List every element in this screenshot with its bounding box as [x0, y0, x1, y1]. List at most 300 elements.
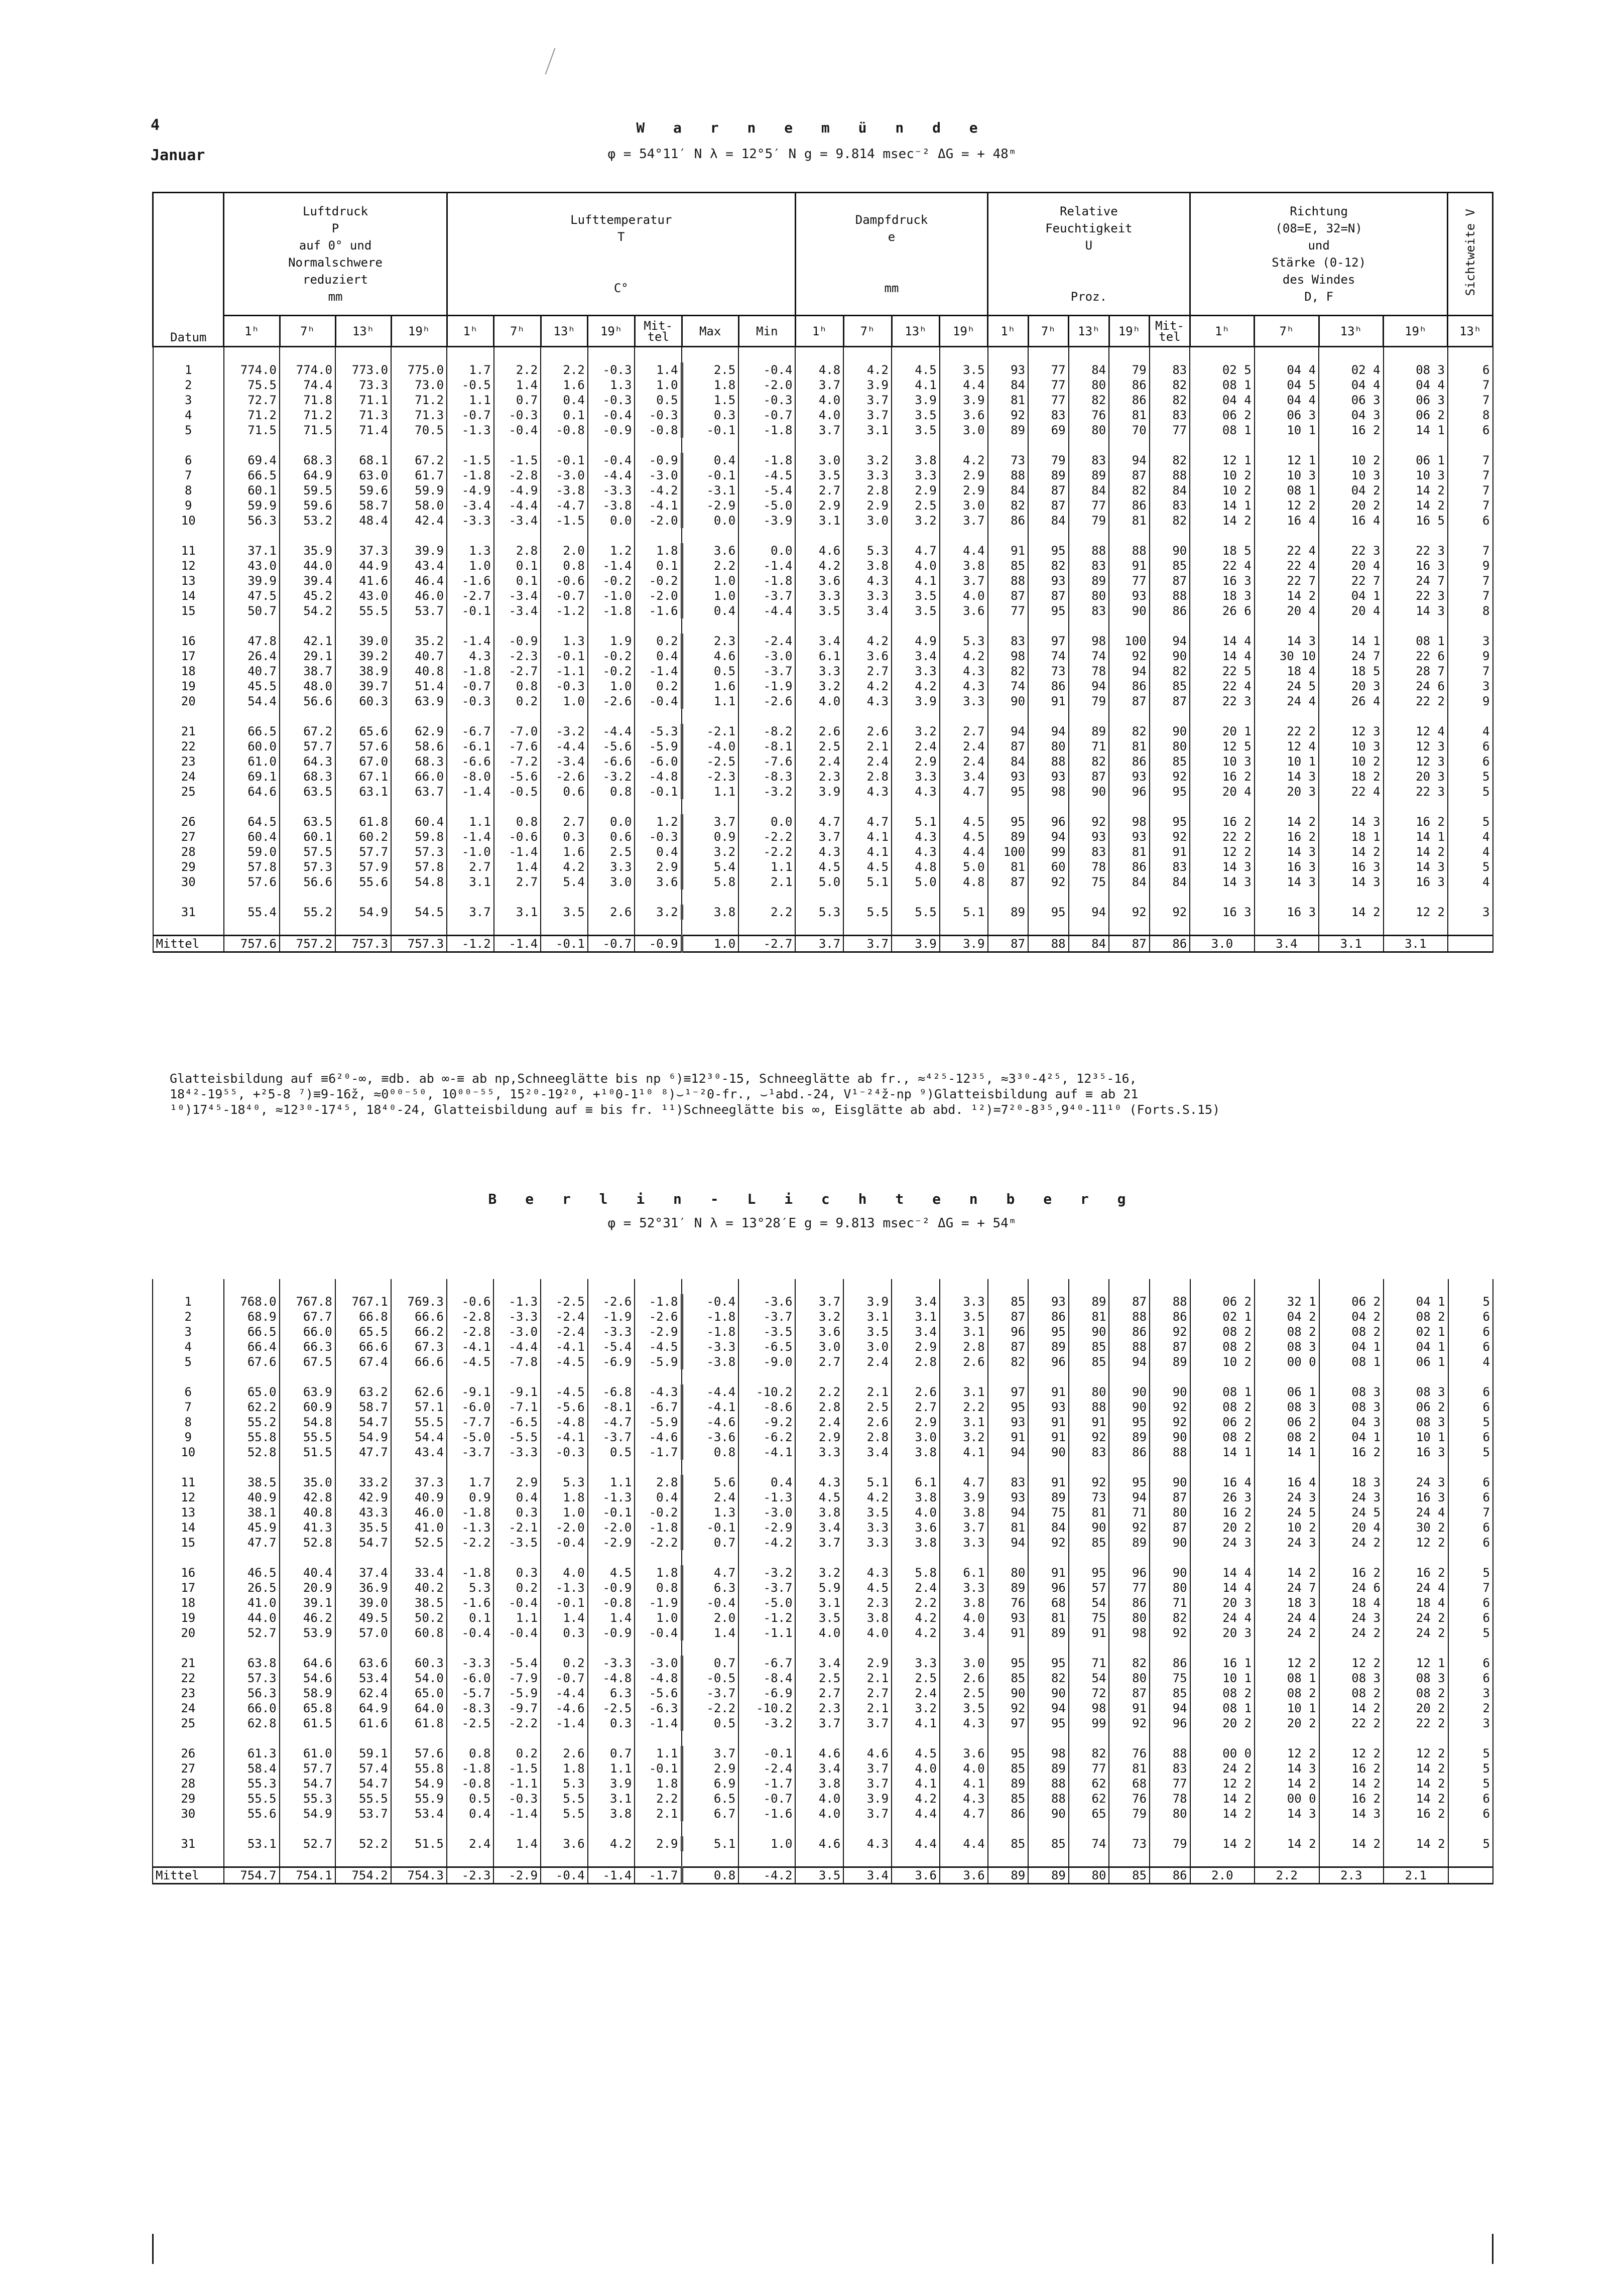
row-gap	[153, 1640, 1493, 1656]
value-cell: 24 3	[1190, 1535, 1255, 1550]
row-gap	[153, 709, 1493, 724]
gap-cell	[892, 438, 940, 453]
value-cell: 4.3	[892, 829, 940, 844]
value-cell: 24 7	[1319, 649, 1383, 664]
gap-cell	[892, 1460, 940, 1475]
value-cell: 08 2	[1319, 1686, 1384, 1701]
subheader-cell: 13ʰ	[1069, 316, 1109, 347]
value-cell: 66.2	[391, 1324, 447, 1339]
gap-cell	[588, 920, 635, 936]
value-cell: 9	[1448, 649, 1493, 664]
gap-cell	[493, 1550, 541, 1565]
gap-cell	[892, 618, 940, 634]
value-cell: 18 4	[1255, 664, 1319, 679]
value-cell: 71.8	[280, 393, 335, 408]
value-cell: 08 1	[1384, 634, 1448, 649]
gap-cell	[494, 799, 541, 814]
value-cell: -0.5	[494, 784, 541, 799]
value-cell: 40.2	[391, 1580, 447, 1595]
value-cell: 24 3	[1255, 1535, 1319, 1550]
value-cell: -2.2	[635, 1535, 682, 1550]
value-cell: 91	[1028, 1430, 1069, 1445]
value-cell: 73.3	[335, 377, 391, 393]
value-cell: 04 4	[1384, 377, 1448, 393]
value-cell: -4.6	[682, 1415, 738, 1430]
value-cell: 768.0	[224, 1294, 280, 1309]
gap-cell	[1109, 1731, 1150, 1746]
value-cell: 08 3	[1384, 1671, 1448, 1686]
value-cell: 78	[1069, 664, 1109, 679]
value-cell: 61.8	[335, 814, 391, 829]
mean-cell	[1448, 1867, 1493, 1884]
value-cell: 3.8	[795, 1776, 843, 1791]
value-cell: 93	[988, 362, 1029, 377]
value-cell: -1.6	[738, 1806, 795, 1821]
gap-cell	[738, 347, 795, 363]
value-cell: 16 2	[1384, 814, 1448, 829]
value-cell: -3.3	[447, 1656, 494, 1671]
value-cell: 18 3	[1255, 1595, 1319, 1610]
value-cell: 0.3	[493, 1565, 541, 1580]
value-cell: 88	[1109, 1309, 1150, 1324]
value-cell: 82	[1069, 393, 1109, 408]
value-cell: 2.7	[494, 874, 541, 890]
value-cell: 2.0	[682, 1610, 738, 1625]
value-cell: 57.1	[391, 1400, 447, 1415]
value-cell: 74	[1069, 649, 1109, 664]
value-cell: 42.8	[280, 1490, 335, 1505]
gap-cell	[738, 1821, 795, 1836]
mean-cell: 3.6	[940, 1867, 988, 1884]
value-cell: 12 3	[1384, 739, 1448, 754]
value-cell: 2.1	[843, 739, 892, 754]
value-cell: 16 4	[1255, 1475, 1319, 1490]
value-cell: 46.2	[280, 1610, 335, 1625]
value-cell: 84	[1150, 874, 1190, 890]
value-cell: 60.9	[280, 1400, 335, 1415]
value-cell: 67.4	[335, 1354, 391, 1369]
value-cell: 08 1	[1255, 1671, 1319, 1686]
value-cell: 92	[1109, 649, 1150, 664]
value-cell: 26.4	[224, 649, 280, 664]
value-cell: 10 1	[1255, 1701, 1319, 1716]
value-cell: 49.5	[335, 1610, 391, 1625]
value-cell: -0.5	[447, 377, 494, 393]
value-cell: 2	[1448, 1701, 1493, 1716]
value-cell: 14 2	[1190, 1836, 1255, 1851]
gap-cell	[1190, 618, 1254, 634]
value-cell: -3.3	[588, 1324, 635, 1339]
value-cell: 4.2	[843, 1490, 892, 1505]
gap-cell	[940, 1821, 988, 1836]
value-cell: 3.2	[892, 1701, 940, 1716]
subheader-cell: 7ʰ	[1255, 316, 1319, 347]
table-row	[153, 905, 1493, 920]
gap-cell	[988, 920, 1029, 936]
gap-cell	[892, 799, 940, 814]
row-gap	[153, 1550, 1493, 1565]
value-cell: 38.9	[335, 664, 391, 679]
value-cell: 22 7	[1255, 573, 1319, 588]
gap-cell	[391, 1640, 447, 1656]
value-cell: 92	[988, 408, 1029, 423]
value-cell: 4.0	[795, 408, 843, 423]
gap-cell	[1319, 1851, 1384, 1867]
gap-cell	[153, 890, 224, 905]
value-cell: -2.7	[447, 588, 494, 603]
value-cell: 99	[1069, 1716, 1109, 1731]
value-cell: 4.1	[940, 1776, 988, 1791]
value-cell: 08 2	[1190, 1400, 1255, 1415]
value-cell: 61.6	[335, 1716, 391, 1731]
value-cell: 16 2	[1319, 1565, 1384, 1580]
value-cell: 10 3	[1190, 754, 1254, 769]
value-cell: 6	[1448, 1535, 1493, 1550]
value-cell: 08 1	[1190, 423, 1254, 438]
value-cell: 2.2	[892, 1595, 940, 1610]
value-cell: 93	[1109, 769, 1150, 784]
value-cell: 3.7	[682, 814, 738, 829]
value-cell: 16 3	[1384, 874, 1448, 890]
value-cell: 2.8	[892, 1354, 940, 1369]
value-cell: 1.2	[635, 814, 682, 829]
value-cell: 16 2	[1190, 1505, 1255, 1520]
value-cell: 90	[1069, 784, 1109, 799]
gap-cell	[635, 1369, 682, 1384]
value-cell: 5.1	[892, 814, 940, 829]
value-cell: 95	[1028, 1656, 1069, 1671]
value-cell: 96	[1028, 1354, 1069, 1369]
mean-cell: -0.7	[588, 936, 635, 952]
value-cell: 57.4	[335, 1761, 391, 1776]
table-row	[153, 1505, 1493, 1520]
value-cell: 94	[1069, 905, 1109, 920]
value-cell: 87	[1150, 1520, 1190, 1535]
gap-cell	[391, 438, 447, 453]
value-cell: 86	[1109, 393, 1150, 408]
value-cell: 67.6	[224, 1354, 280, 1369]
gap-cell	[988, 1851, 1029, 1867]
gap-cell	[843, 347, 892, 363]
value-cell: -9.2	[738, 1415, 795, 1430]
mean-cell: 754.1	[280, 1867, 335, 1884]
col-header-datum: Datum	[153, 193, 224, 347]
gap-cell	[892, 1731, 940, 1746]
value-cell: -6.7	[447, 724, 494, 739]
value-cell: 37.3	[335, 543, 391, 558]
gap-cell	[1255, 890, 1319, 905]
value-cell: -0.3	[447, 694, 494, 709]
value-cell: 86	[1109, 754, 1150, 769]
gap-cell	[1109, 1821, 1150, 1836]
value-cell: 65.8	[280, 1701, 335, 1716]
gap-cell	[224, 799, 280, 814]
value-cell: 4.3	[843, 573, 892, 588]
value-cell: 82	[988, 664, 1029, 679]
value-cell: 92	[1028, 874, 1069, 890]
value-cell: 55.8	[224, 1430, 280, 1445]
value-cell: 3.3	[940, 1294, 988, 1309]
value-cell: 22 4	[1255, 558, 1319, 573]
table-row	[153, 513, 1493, 528]
value-cell: 4.1	[892, 377, 940, 393]
value-cell: 14 2	[1319, 1776, 1384, 1791]
value-cell: 88	[1150, 1294, 1190, 1309]
value-cell: -3.8	[588, 498, 635, 513]
value-cell: 66.3	[280, 1339, 335, 1354]
value-cell: 4.4	[940, 377, 988, 393]
value-cell: -6.0	[635, 754, 682, 769]
value-cell: 2.5	[795, 739, 843, 754]
gap-cell	[1255, 347, 1319, 363]
gap-cell	[1255, 618, 1319, 634]
value-cell: 6	[1448, 1475, 1493, 1490]
value-cell: 4.8	[795, 362, 843, 377]
value-cell: 86	[1109, 1445, 1150, 1460]
value-cell: 1.0	[682, 588, 738, 603]
value-cell: -0.8	[635, 423, 682, 438]
value-cell: 4.7	[940, 1475, 988, 1490]
value-cell: 5	[1448, 1776, 1493, 1791]
value-cell: -0.4	[682, 1595, 738, 1610]
value-cell: 81	[1069, 1309, 1109, 1324]
value-cell: 14 3	[1190, 874, 1254, 890]
value-cell: 4.2	[892, 679, 940, 694]
value-cell: 66.0	[391, 769, 447, 784]
value-cell: 82	[1150, 664, 1190, 679]
value-cell: 1.1	[588, 1475, 635, 1490]
value-cell: 77	[988, 603, 1029, 618]
gap-cell	[335, 1460, 391, 1475]
gap-cell	[892, 528, 940, 543]
value-cell: -1.6	[635, 603, 682, 618]
value-cell: 4.3	[892, 844, 940, 859]
value-cell: 57.3	[391, 844, 447, 859]
value-cell: 7	[1448, 377, 1493, 393]
value-cell: -1.4	[447, 784, 494, 799]
value-cell: -2.2	[493, 1716, 541, 1731]
value-cell: 72.7	[224, 393, 280, 408]
value-cell: 14 2	[1255, 588, 1319, 603]
value-cell: 7	[1448, 588, 1493, 603]
gap-cell	[1069, 799, 1109, 814]
table-row	[153, 1565, 1493, 1580]
value-cell: 39.0	[335, 634, 391, 649]
value-cell: 95	[1109, 1415, 1150, 1430]
value-cell: 4	[1448, 1354, 1493, 1369]
value-cell: 24 7	[1255, 1580, 1319, 1595]
day-cell: 16	[153, 634, 224, 649]
value-cell: -4.9	[494, 483, 541, 498]
value-cell: -0.3	[635, 829, 682, 844]
value-cell: -4.1	[447, 1339, 494, 1354]
table-row	[153, 573, 1493, 588]
gap-cell	[682, 1821, 738, 1836]
value-cell: -3.7	[738, 1309, 795, 1324]
value-cell: 90	[1069, 1324, 1109, 1339]
value-cell: 64.0	[391, 1701, 447, 1716]
value-cell: 5.9	[795, 1580, 843, 1595]
gap-cell	[1028, 1851, 1069, 1867]
value-cell: -4.3	[635, 1384, 682, 1400]
gap-cell	[1150, 1640, 1190, 1656]
value-cell: 77	[1150, 423, 1190, 438]
value-cell: 56.6	[280, 694, 335, 709]
value-cell: 26 4	[1319, 694, 1383, 709]
value-cell: -3.7	[738, 588, 795, 603]
gap-cell	[1109, 1460, 1150, 1475]
value-cell: 0.8	[494, 814, 541, 829]
value-cell: 7	[1448, 573, 1493, 588]
value-cell: -3.2	[738, 1565, 795, 1580]
value-cell: 4.3	[447, 649, 494, 664]
value-cell: -3.1	[682, 483, 738, 498]
gap-cell	[153, 528, 224, 543]
value-cell: 89	[1028, 1761, 1069, 1776]
value-cell: 87	[1150, 573, 1190, 588]
gap-cell	[1109, 1279, 1150, 1294]
value-cell: 2.4	[447, 1836, 494, 1851]
value-cell: 52.7	[224, 1625, 280, 1640]
value-cell: 4.3	[940, 1716, 988, 1731]
gap-cell	[940, 1550, 988, 1565]
value-cell: -4.7	[541, 498, 588, 513]
value-cell: 4	[1448, 874, 1493, 890]
value-cell: 6	[1448, 1791, 1493, 1806]
value-cell: 54.8	[391, 874, 447, 890]
value-cell: 4.0	[795, 1791, 843, 1806]
value-cell: 5.5	[541, 1791, 588, 1806]
value-cell: 59.6	[335, 483, 391, 498]
value-cell: 24 4	[1255, 1610, 1319, 1625]
value-cell: 0.6	[541, 784, 588, 799]
day-cell: 6	[153, 1384, 224, 1400]
value-cell: -5.0	[738, 498, 795, 513]
value-cell: 20 4	[1319, 558, 1383, 573]
value-cell: 88	[1109, 543, 1150, 558]
value-cell: 16 3	[1190, 905, 1254, 920]
value-cell: 54.4	[224, 694, 280, 709]
gap-cell	[940, 528, 988, 543]
value-cell: -3.4	[494, 588, 541, 603]
value-cell: 1.8	[635, 1565, 682, 1580]
value-cell: -7.9	[493, 1671, 541, 1686]
value-cell: -9.0	[738, 1354, 795, 1369]
value-cell: 54.9	[280, 1806, 335, 1821]
gap-cell	[1150, 1279, 1190, 1294]
table-row	[153, 1656, 1493, 1671]
value-cell: -3.0	[738, 649, 795, 664]
gap-cell	[391, 1731, 447, 1746]
table-row	[153, 754, 1493, 769]
value-cell: 87	[1150, 1490, 1190, 1505]
value-cell: 3.7	[843, 408, 892, 423]
value-cell: 6.1	[940, 1565, 988, 1580]
value-cell: 98	[1069, 1701, 1109, 1716]
gap-cell	[1109, 1369, 1150, 1384]
value-cell: 30 2	[1384, 1520, 1448, 1535]
value-cell: 22 3	[1384, 784, 1448, 799]
value-cell: 1.8	[682, 377, 738, 393]
value-cell: -2.0	[588, 1520, 635, 1535]
gap-cell	[738, 709, 795, 724]
value-cell: 82	[1150, 393, 1190, 408]
value-cell: 91	[988, 1625, 1029, 1640]
value-cell: 56.3	[224, 513, 280, 528]
value-cell: 2.9	[892, 1415, 940, 1430]
value-cell: 90	[1150, 724, 1190, 739]
row-gap	[153, 799, 1493, 814]
gap-cell	[940, 1731, 988, 1746]
value-cell: 4.2	[843, 634, 892, 649]
value-cell: 767.8	[280, 1294, 335, 1309]
value-cell: 14 2	[1319, 1836, 1384, 1851]
value-cell: -2.5	[588, 1701, 635, 1716]
value-cell: 90	[1028, 1686, 1069, 1701]
day-cell: 30	[153, 874, 224, 890]
gap-cell	[843, 920, 892, 936]
value-cell: 16 3	[1384, 1490, 1448, 1505]
value-cell: 22 2	[1190, 829, 1254, 844]
value-cell: 58.7	[335, 1400, 391, 1415]
value-cell: 63.7	[391, 784, 447, 799]
value-cell: 3.3	[892, 769, 940, 784]
value-cell: 4.2	[795, 558, 843, 573]
value-cell: 2.7	[795, 1354, 843, 1369]
table-row	[153, 634, 1493, 649]
day-cell: 31	[153, 905, 224, 920]
value-cell: 1.0	[588, 679, 635, 694]
table-row	[153, 1671, 1493, 1686]
value-cell: 2.6	[588, 905, 635, 920]
station-geo-warnemuende: φ = 54°11′ N λ = 12°5′ N g = 9.814 msec⁻² ΔG = + 48ᵐ	[607, 147, 1017, 162]
gap-cell	[541, 799, 588, 814]
value-cell: 22 2	[1384, 694, 1448, 709]
gap-cell	[1448, 347, 1493, 363]
value-cell: 20 4	[1255, 603, 1319, 618]
value-cell: 3.1	[892, 1309, 940, 1324]
value-cell: 3.5	[940, 1309, 988, 1324]
value-cell: 5	[1448, 1415, 1493, 1430]
value-cell: 88	[1028, 754, 1069, 769]
value-cell: 86	[1109, 1595, 1150, 1610]
value-cell: 12 1	[1190, 453, 1254, 468]
value-cell: -2.2	[738, 844, 795, 859]
value-cell: 3.1	[940, 1324, 988, 1339]
value-cell: 14 2	[1319, 1701, 1384, 1716]
gap-cell	[541, 709, 588, 724]
gap-cell	[447, 1821, 494, 1836]
value-cell: 2.6	[940, 1354, 988, 1369]
value-cell: 0.5	[682, 1716, 738, 1731]
value-cell: 40.8	[391, 664, 447, 679]
value-cell: -1.4	[588, 558, 635, 573]
value-cell: 4.3	[892, 784, 940, 799]
value-cell: 2.7	[940, 724, 988, 739]
gap-cell	[1109, 438, 1150, 453]
value-cell: 04 1	[1384, 1339, 1448, 1354]
gap-cell	[541, 1279, 588, 1294]
gap-cell	[335, 1731, 391, 1746]
gap-cell	[1109, 1550, 1150, 1565]
value-cell: 57.6	[224, 874, 280, 890]
value-cell: 51.5	[280, 1445, 335, 1460]
value-cell: 4.2	[892, 1791, 940, 1806]
value-cell: 88	[1150, 1746, 1190, 1761]
value-cell: 04 4	[1255, 362, 1319, 377]
day-cell: 10	[153, 513, 224, 528]
value-cell: 30 10	[1255, 649, 1319, 664]
